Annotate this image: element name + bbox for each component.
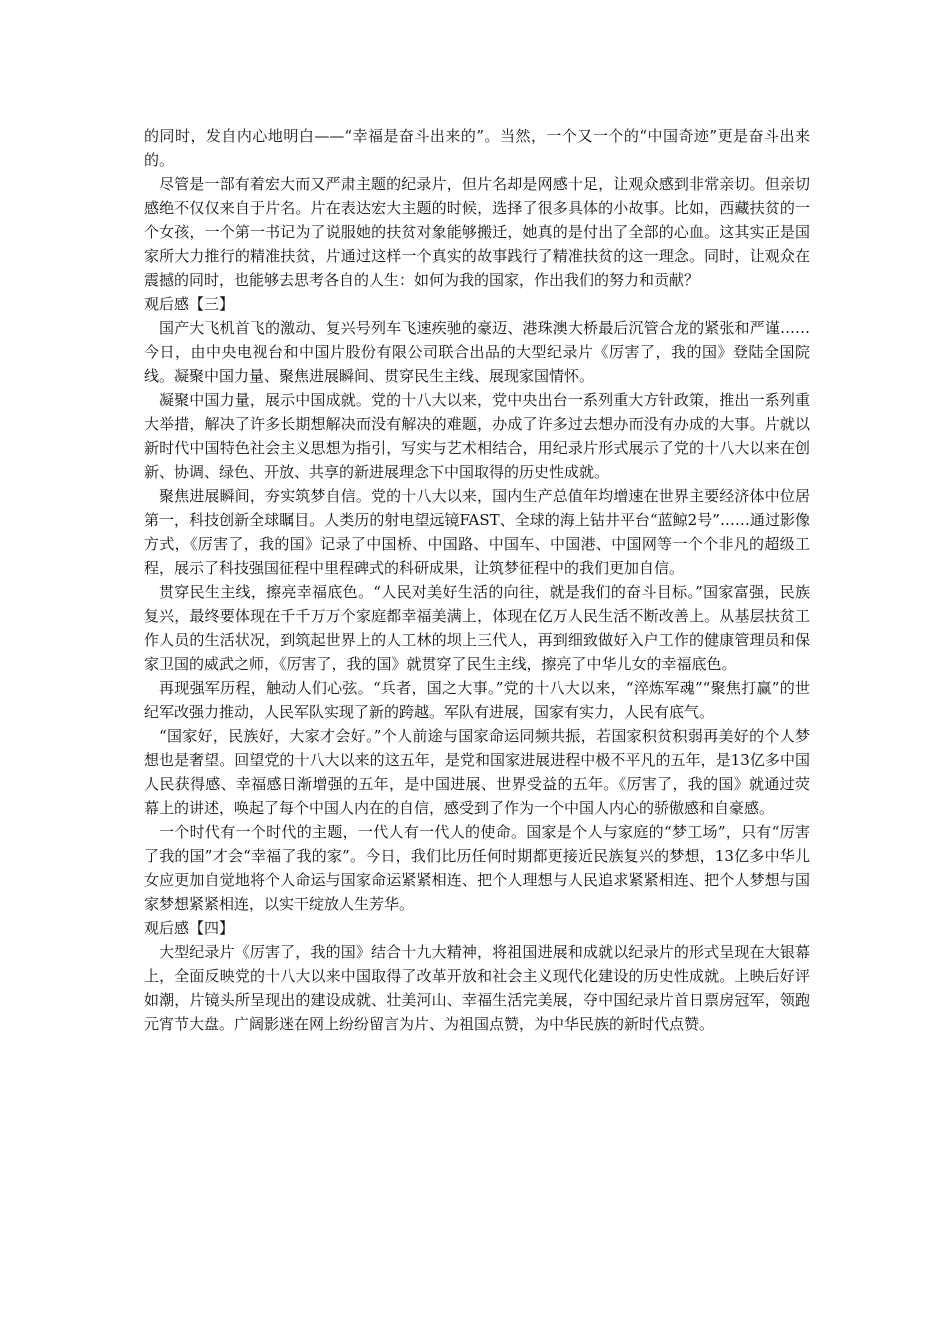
paragraph: 一个时代有一个时代的主题，一代人有一代人的使命。国家是个人与家庭的“梦工场”，只有“厉害了我的国”才会“幸福了我的家”。今日，我们比历任何时期都更接近民族复兴的梦想，13亿多中华儿女应更加自觉地将个人命运与国家命运紧紧相连、把个人理想与人民追求紧紧相连、把个人梦想与国家梦想紧紧相连，以实干绽放人生芳华。 xyxy=(144,823,810,913)
paragraph: 聚焦进展瞬间，夯实筑梦自信。党的十八大以来，国内生产总值年均增速在世界主要经济体中位居第一，科技创新全球瞩目。人类历的射电望远镜FAST、全球的海上钻井平台“蓝鲸2号”……通过影像方式，《厉害了，我的国》记录了中国桥、中国路、中国车、中国港、中国网等一个个非凡的超级工程，展示了科技强国征程中里程碑式的科研成果，让筑梦征程中的我们更加自信。 xyxy=(144,487,810,577)
paragraph: 尽管是一部有着宏大而又严肃主题的纪录片，但片名却是网感十足，让观众感到非常亲切。但亲切感绝不仅仅来自于片名。片在表达宏大主题的时候，选择了很多具体的小故事。比如，西藏扶贫的一个女孩，一个第一书记为了说服她的扶贫对象能够搬迁，她真的是付出了全部的心血。这其实正是国家所大力推行的精准扶贫，片通过这样一个真实的故事践行了精准扶贫的这一理念。同时，让观众在震撼的同时，也能够去思考各自的人生：如何为我的国家，作出我们的努力和贡献？ xyxy=(144,175,810,289)
paragraph: 国产大飞机首飞的激动、复兴号列车飞速疾驰的豪迈、港珠澳大桥最后沉管合龙的紧张和严谨……今日，由中央电视台和中国片股份有限公司联合出品的大型纪录片《厉害了，我的国》登陆全国院线。凝聚中国力量、聚焦进展瞬间、贯穿民生主线、展现家国情怀。 xyxy=(144,319,810,385)
paragraph: 的同时，发自内心地明白——“幸福是奋斗出来的”。当然，一个又一个的“中国奇迹”更是奋斗出来的。 xyxy=(144,127,810,169)
paragraph: “国家好，民族好，大家才会好。”个人前途与国家命运同频共振，若国家积贫积弱再美好的个人梦想也是奢望。回望党的十八大以来的这五年，是党和国家进展进程中极不平凡的五年，是13亿多中国人民获得感、幸福感日渐增强的五年，是中国进展、世界受益的五年。《厉害了，我的国》就通过荧幕上的讲述，唤起了每个中国人内在的自信，感受到了作为一个中国人内心的骄傲感和自豪感。 xyxy=(144,727,810,817)
paragraph: 贯穿民生主线，擦亮幸福底色。“人民对美好生活的向往，就是我们的奋斗目标。”国家富强，民族复兴，最终要体现在千千万万个家庭都幸福美满上，体现在亿万人民生活不断改善上。从基层扶贫工作人员的生活状况，到筑起世界上的人工林的坝上三代人，再到细致做好入户工作的健康管理员和保家卫国的威武之师，《厉害了，我的国》就贯穿了民生主线，擦亮了中华儿女的幸福底色。 xyxy=(144,583,810,673)
paragraph: 凝聚中国力量，展示中国成就。党的十八大以来，党中央出台一系列重大方针政策，推出一系列重大举措，解决了许多长期想解决而没有解决的难题，办成了许多过去想办而没有办成的大事。片就以新时代中国特色社会主义思想为指引，写实与艺术相结合，用纪录片形式展示了党的十八大以来在创新、协调、绿色、开放、共享的新进展理念下中国取得的历史性成就。 xyxy=(144,391,810,481)
section-heading: 观后感【三】 xyxy=(144,295,235,313)
section-heading: 观后感【四】 xyxy=(144,919,235,937)
paragraph: 大型纪录片《厉害了，我的国》结合十九大精神，将祖国进展和成就以纪录片的形式呈现在大银幕上，全面反映党的十八大以来中国取得了改革开放和社会主义现代化建设的历史性成就。上映后好评如潮，片镜头所呈现出的建设成就、壮美河山、幸福生活完美展，夺中国纪录片首日票房冠军，领跑元宵节大盘。广阔影迷在网上纷纷留言为片、为祖国点赞，为中华民族的新时代点赞。 xyxy=(144,943,810,1033)
document-body xyxy=(144,124,810,1036)
paragraph: 再现强军历程，触动人们心弦。“兵者，国之大事。”党的十八大以来，“淬炼军魂”“聚焦打赢”的世纪军改强力推动，人民军队实现了新的跨越。军队有进展，国家有实力，人民有底气。 xyxy=(144,679,810,721)
